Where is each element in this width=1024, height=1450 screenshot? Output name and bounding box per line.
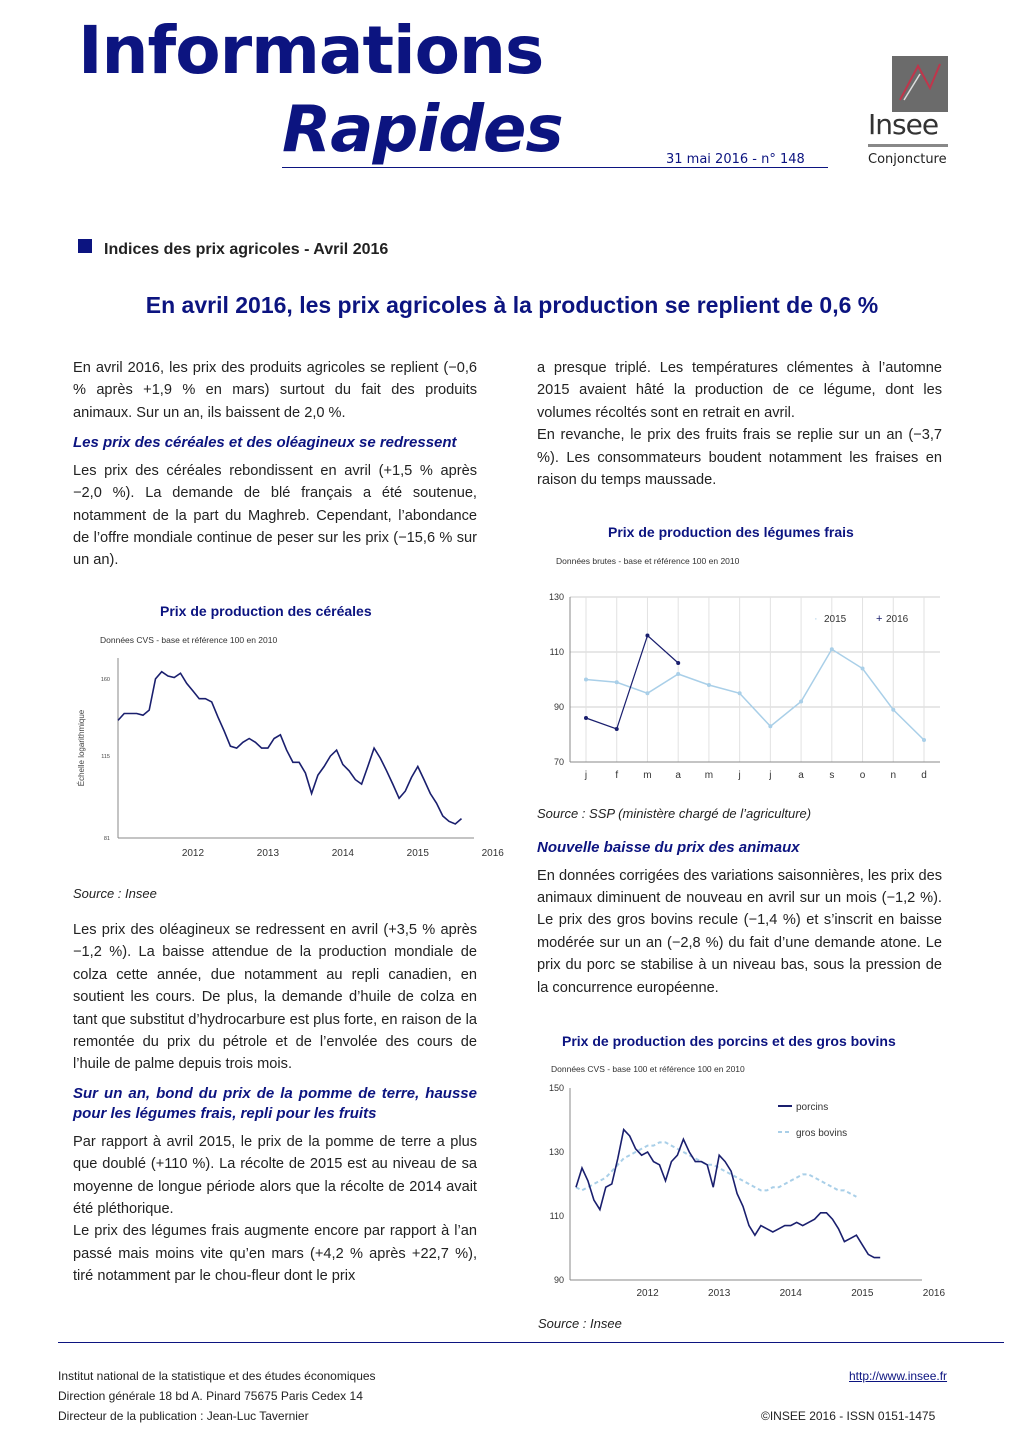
y-tick-label: 90 [553, 1275, 564, 1285]
left-column-bottom [73, 919, 477, 1288]
y-tick-label: 160 [100, 676, 110, 683]
rubric: Indices des prix agricoles - Avril 2016 [104, 241, 389, 258]
x-tick-label: j [769, 770, 772, 781]
footer-copyright: ©INSEE 2016 - ISSN 0151-1475 [761, 1409, 936, 1423]
paragraph-oleagineux: Les prix des oléagineux se redressent en avril (+3,5 % après −1,2 %). La baisse attendue de la production mondiale de colza cette année, due notamment au repli canadien, en soutient les cours. De plus, la demande d’huile de colza en tant que substitut d’hydrocarbure est plus forte, en raison de la remontée du prix du pétrole et de l’envolée des cours de l’huile de palme depuis trois mois. [73, 922, 478, 1073]
data-point-2016 [615, 727, 619, 731]
footer-website-link[interactable]: http://www.insee.fr [849, 1369, 948, 1383]
x-tick-label: 2016 [922, 1288, 946, 1299]
legend-label-gros-bovins: gros bovins [796, 1128, 848, 1139]
x-tick-label: 2016 [481, 848, 504, 859]
subhead-cereales: Les prix des céréales et des oléagineux se redressent [73, 434, 457, 452]
chart-note-cereales: Données CVS - base et référence 100 en 2010 [100, 635, 278, 645]
x-tick-label: d [921, 770, 927, 781]
logo-divider [868, 144, 948, 147]
footer-director: Directeur de la publication : Jean-Luc Tavernier [58, 1409, 309, 1423]
x-tick-label: 2015 [406, 848, 429, 859]
x-tick-label: j [584, 770, 588, 781]
data-point-2015 [861, 667, 865, 671]
legend-label-2015: 2015 [824, 614, 847, 625]
x-tick-label: a [675, 770, 681, 781]
chart-legumes [530, 585, 950, 790]
x-tick-label: 2012 [181, 848, 205, 859]
chart-note-legumes: Données brutes - base et référence 100 en 2010 [556, 556, 740, 566]
chart-porcins [530, 1078, 950, 1306]
y-tick-label: 130 [548, 1147, 564, 1157]
data-point-2015 [645, 691, 649, 695]
x-tick-label: s [829, 770, 835, 781]
paragraph-pomme-de-terre: Par rapport à avril 2015, le prix de la pomme de terre a plus que doublé (+110 %). La récolte de 2015 est au niveau de sa moyenne de longue période alors que la récolte de 2014 avait été pléthorique. [73, 1133, 477, 1218]
x-tick-label: 2015 [851, 1288, 874, 1299]
chart-title-cereales: Prix de production des céréales [160, 603, 372, 619]
source-legumes: Source : SSP (ministère chargé de l’agriculture) [537, 806, 812, 821]
insee-logo-icon [892, 56, 948, 112]
chart-note-porcins: Données CVS - base 100 et référence 100 en 2010 [551, 1064, 745, 1074]
right-column-middle [537, 838, 942, 999]
right-column-top [537, 357, 942, 491]
data-point-2015 [891, 708, 895, 712]
data-point-2016 [676, 661, 680, 665]
headline: En avril 2016, les prix agricoles à la production se replient de 0,6 % [145, 292, 879, 318]
y-tick-label: 90 [553, 702, 564, 712]
x-tick-label: a [798, 770, 804, 781]
paragraph-chou-fleur: a presque triplé. Les températures clémentes à l’automne 2015 avaient hâté la production de ce légume, dont les volumes récoltés sont en retrait en avril. [537, 360, 942, 421]
legend-label-2016: 2016 [886, 614, 909, 625]
y-tick-label: 115 [101, 754, 110, 761]
masthead-rule [282, 167, 828, 168]
footer-institute: Institut national de la statistique et des études économiques [58, 1369, 376, 1383]
y-tick-label: 130 [548, 592, 564, 602]
chart-cereales [70, 648, 504, 868]
data-point-2015 [799, 700, 803, 704]
logo-name: Insee [868, 108, 939, 141]
chart-title-legumes: Prix de production des légumes frais [608, 524, 854, 540]
subhead-pomme-de-terre: Sur un an, bond du prix de la pomme de terre, hausse pour les légumes frais, repli pour les fruits [73, 1084, 477, 1123]
y-tick-label: 110 [549, 1211, 564, 1221]
x-tick-label: 2014 [779, 1288, 802, 1299]
intro-paragraph: En avril 2016, les prix des produits agricoles se replient (−0,6 % après +1,9 % en mars) surtout du fait des produits animaux. Sur un an, ils baissent de 2,0 %. [73, 360, 477, 421]
rubric-bullet-icon [78, 239, 92, 253]
data-point-2015 [830, 647, 834, 651]
footer-rule [58, 1342, 1004, 1343]
paragraph-fruits: En revanche, le prix des fruits frais se replie sur un an (−3,7 %). Les consommateurs boudent notamment les fraises en raison du temps maussade. [537, 427, 942, 489]
series-line-cereales [118, 672, 462, 824]
x-tick-label: 2013 [256, 848, 280, 859]
data-point-2015 [584, 678, 588, 682]
data-point-2016 [645, 634, 649, 638]
x-tick-label: j [738, 770, 741, 781]
y-tick-label: 110 [549, 647, 564, 657]
x-tick-label: f [615, 770, 619, 781]
y-axis-label: Échelle logarithmique [77, 709, 86, 787]
y-tick-label: 70 [553, 757, 564, 767]
masthead-subtitle: Rapides [282, 93, 563, 167]
masthead-title: Informations [78, 12, 544, 89]
x-tick-label: o [859, 770, 866, 781]
data-point-2015 [922, 738, 926, 742]
paragraph-cereales: Les prix des céréales rebondissent en avril (+1,5 % après −2,0 %). La demande de blé français a été soutenue, notamment de la part du Maghreb. Cependant, l’abondance de l’offre mondiale continue de peser sur les prix (−15,6 % sur un an). [73, 462, 477, 569]
legend-marker-2015: · [814, 613, 818, 625]
y-tick-label: 81 [103, 836, 110, 842]
left-column-top [73, 357, 477, 572]
chart-title-porcins: Prix de production des porcins et des gros bovins [562, 1033, 896, 1049]
logo-subtitle: Conjoncture [868, 152, 947, 167]
paragraph-legumes: Le prix des légumes frais augmente encore par rapport à l’an passé mais moins vite qu’en mars (+4,2 % après +22,7 %), tiré notamment par le chou-fleur dont le prix [73, 1223, 477, 1285]
data-point-2015 [738, 691, 742, 695]
data-point-2015 [615, 680, 619, 684]
x-tick-label: 2012 [636, 1288, 659, 1299]
legend-marker-2016: + [876, 613, 883, 625]
data-point-2015 [676, 672, 680, 676]
data-point-2015 [707, 683, 711, 687]
data-point-2015 [768, 724, 772, 728]
x-tick-label: 2014 [331, 848, 354, 859]
legend-label-porcins: porcins [796, 1102, 829, 1113]
data-point-2016 [584, 716, 588, 720]
paragraph-animaux: En données corrigées des variations saisonnières, les prix des animaux diminuent de nouveau en avril sur un mois (−1,2 %). Le prix des gros bovins recule (−1,4 %) et s’inscrit en baisse modérée sur un an (−2,8 %) du fait d’une demande atone. Le prix du porc se stabilise à un niveau bas, sous la pression de la concurrence européenne. [537, 867, 942, 996]
x-tick-label: 2013 [708, 1288, 731, 1299]
source-porcins: Source : Insee [538, 1316, 622, 1331]
y-tick-label: 150 [548, 1083, 564, 1093]
series-line-2015 [586, 649, 924, 740]
issue-date: 31 mai 2016 - n° 148 [666, 152, 805, 167]
series-line-porcins [576, 1130, 880, 1258]
x-tick-label: m [704, 770, 714, 781]
footer-address: Direction générale 18 bd A. Pinard 75675 Paris Cedex 14 [58, 1389, 363, 1403]
x-tick-label: m [643, 770, 652, 781]
source-cereales: Source : Insee [73, 886, 157, 901]
subhead-animaux: Nouvelle baisse du prix des animaux [537, 839, 800, 856]
x-tick-label: n [890, 770, 897, 781]
